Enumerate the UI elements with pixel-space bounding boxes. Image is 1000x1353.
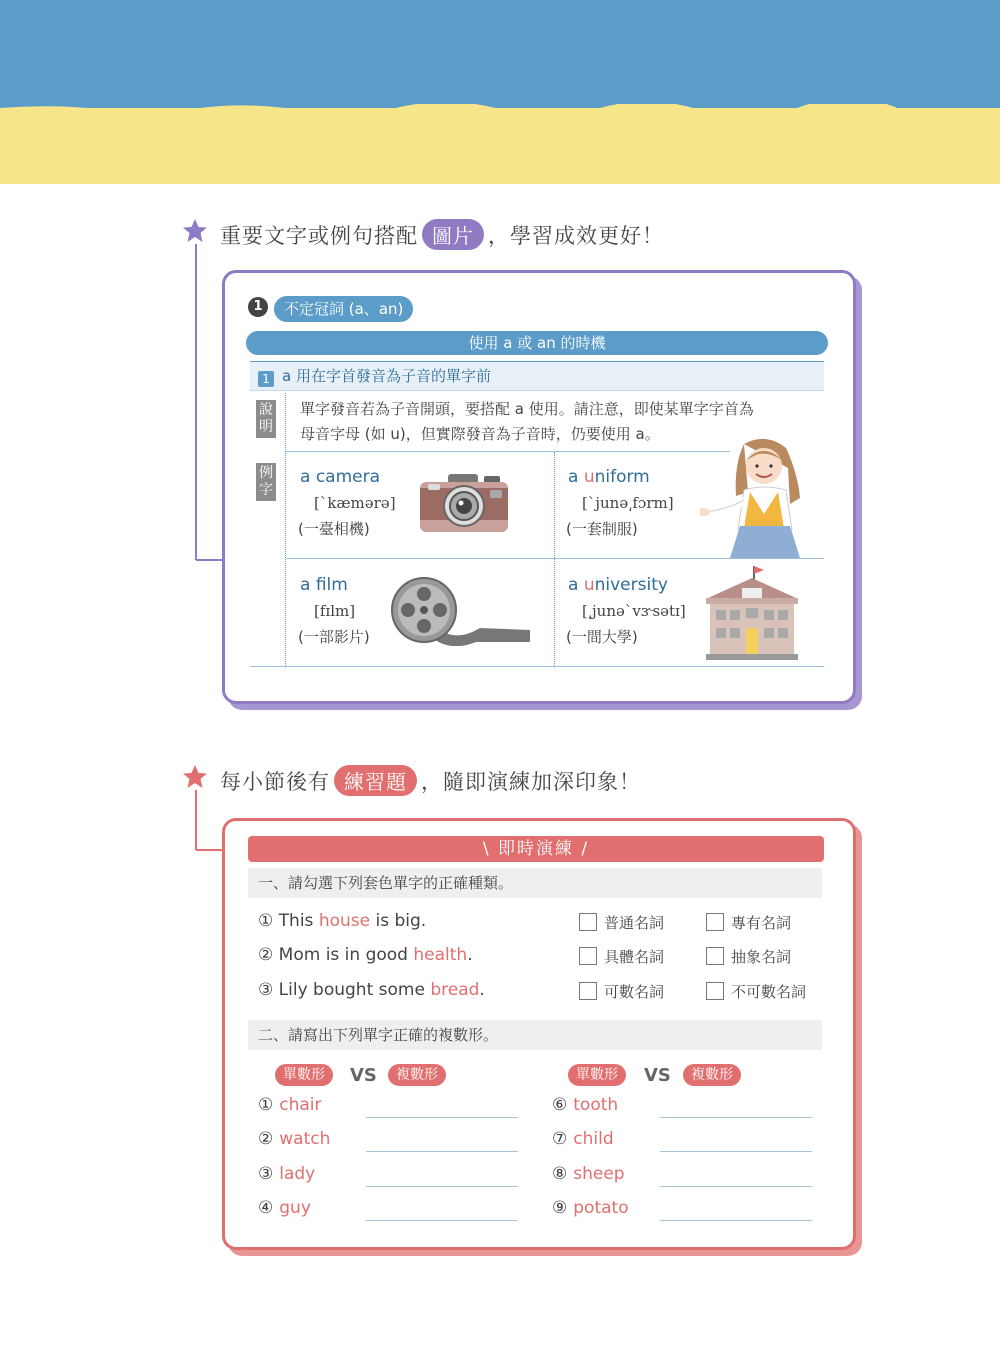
answer-line[interactable] bbox=[366, 1117, 518, 1118]
question-2: ② Mom is in good health. bbox=[258, 945, 473, 965]
example-ipa: [ˋkæmərə] bbox=[314, 494, 396, 512]
section2-heading-before: 每小節後有 bbox=[220, 770, 330, 794]
grid-line bbox=[285, 393, 286, 666]
rule-title: a 用在字首發音為子音的單字前 bbox=[282, 367, 491, 385]
plural-item: ④ guy bbox=[258, 1198, 311, 1218]
practice-bar: \ 即時演練 / bbox=[248, 836, 824, 862]
star-icon bbox=[182, 764, 208, 790]
checkbox-abstract-noun[interactable] bbox=[706, 947, 724, 965]
plural-item: ① chair bbox=[258, 1095, 322, 1115]
star-icon bbox=[182, 218, 208, 244]
vs-label: VS bbox=[350, 1065, 377, 1086]
example-meaning: (一間大學) bbox=[566, 628, 638, 646]
section1-heading bbox=[220, 219, 664, 250]
example-word-university: a university bbox=[568, 575, 668, 595]
singular-tag: 單數形 bbox=[568, 1064, 626, 1086]
checkbox-common-noun[interactable] bbox=[579, 913, 597, 931]
explain-tag: 說明 bbox=[256, 400, 276, 438]
example-word-uniform: a uniform bbox=[568, 467, 650, 487]
example-meaning: (一套制服) bbox=[566, 520, 638, 538]
explanation-line2: 母音字母 (如 u)，但實際發音為子音時，仍要使用 a。 bbox=[300, 425, 660, 443]
part1-title: 一、請勾選下列套色單字的正確種類。 bbox=[248, 868, 822, 898]
example-word-camera: a camera bbox=[300, 467, 381, 487]
answer-line[interactable] bbox=[366, 1151, 518, 1152]
answer-line[interactable] bbox=[660, 1117, 812, 1118]
rule-subbar bbox=[250, 361, 824, 391]
plural-item: ⑦ child bbox=[552, 1129, 614, 1149]
example-meaning: (一部影片) bbox=[298, 628, 370, 646]
vs-label: VS bbox=[644, 1065, 671, 1086]
plural-item: ⑧ sheep bbox=[552, 1164, 625, 1184]
option-label: 具體名詞 bbox=[604, 948, 665, 966]
answer-line[interactable] bbox=[660, 1151, 812, 1152]
section1-heading-pill: 圖片 bbox=[422, 219, 484, 250]
answer-line[interactable] bbox=[366, 1220, 518, 1221]
singular-tag: 單數形 bbox=[275, 1064, 333, 1086]
question-1: ① This house is big. bbox=[258, 911, 427, 931]
section1-heading-after: ，學習成效更好！ bbox=[488, 224, 664, 248]
band-wavy-edge bbox=[0, 104, 1000, 114]
plural-tag: 複數形 bbox=[388, 1064, 446, 1086]
answer-line[interactable] bbox=[660, 1186, 812, 1187]
example-meaning: (一臺相機) bbox=[298, 520, 370, 538]
header-blue-band bbox=[0, 0, 1000, 112]
option-label: 抽象名詞 bbox=[731, 948, 792, 966]
checkbox-countable-noun[interactable] bbox=[579, 982, 597, 1000]
girl-in-uniform-icon bbox=[700, 434, 810, 558]
plural-item: ⑥ tooth bbox=[552, 1095, 619, 1115]
university-building-icon bbox=[702, 564, 802, 660]
lesson-number: 1 bbox=[248, 297, 268, 317]
answer-line[interactable] bbox=[660, 1220, 812, 1221]
rule-number: 1 bbox=[258, 371, 274, 387]
grid-line bbox=[250, 666, 824, 667]
grid-line bbox=[554, 452, 555, 666]
example-ipa: [͵junəˋvɝsətɪ] bbox=[582, 602, 686, 620]
checkbox-uncountable-noun[interactable] bbox=[706, 982, 724, 1000]
film-reel-icon bbox=[390, 576, 534, 646]
example-ipa: [fɪlm] bbox=[314, 602, 356, 620]
checkbox-proper-noun[interactable] bbox=[706, 913, 724, 931]
part2-title: 二、請寫出下列單字正確的複數形。 bbox=[248, 1020, 822, 1050]
example-ipa: [ˋjunə͵fɔrm] bbox=[582, 494, 674, 512]
checkbox-concrete-noun[interactable] bbox=[579, 947, 597, 965]
lesson-title: 不定冠詞 (a、an) bbox=[274, 296, 413, 322]
plural-item: ③ lady bbox=[258, 1164, 316, 1184]
section2-heading-pill: 練習題 bbox=[334, 765, 417, 796]
camera-icon bbox=[418, 470, 510, 534]
grid-line bbox=[286, 558, 824, 559]
answer-line[interactable] bbox=[366, 1186, 518, 1187]
section2-heading bbox=[220, 765, 641, 796]
option-label: 不可數名詞 bbox=[731, 983, 807, 1001]
plural-tag: 複數形 bbox=[683, 1064, 741, 1086]
example-word-film: a film bbox=[300, 575, 348, 595]
section1-heading-before: 重要文字或例句搭配 bbox=[220, 224, 418, 248]
plural-item: ② watch bbox=[258, 1129, 331, 1149]
section2-heading-after: ，隨即演練加深印象！ bbox=[421, 770, 641, 794]
option-label: 專有名詞 bbox=[731, 914, 792, 932]
example-tag: 例字 bbox=[256, 463, 276, 501]
grid-line bbox=[286, 451, 730, 452]
usage-bar: 使用 a 或 an 的時機 bbox=[246, 331, 828, 355]
option-label: 普通名詞 bbox=[604, 914, 665, 932]
question-3: ③ Lily bought some bread. bbox=[258, 980, 485, 1000]
option-label: 可數名詞 bbox=[604, 983, 665, 1001]
header-yellow-band bbox=[0, 108, 1000, 184]
plural-item: ⑨ potato bbox=[552, 1198, 629, 1218]
explanation-line1: 單字發音若為子音開頭，要搭配 a 使用。請注意，即使某單字字首為 bbox=[300, 400, 754, 418]
